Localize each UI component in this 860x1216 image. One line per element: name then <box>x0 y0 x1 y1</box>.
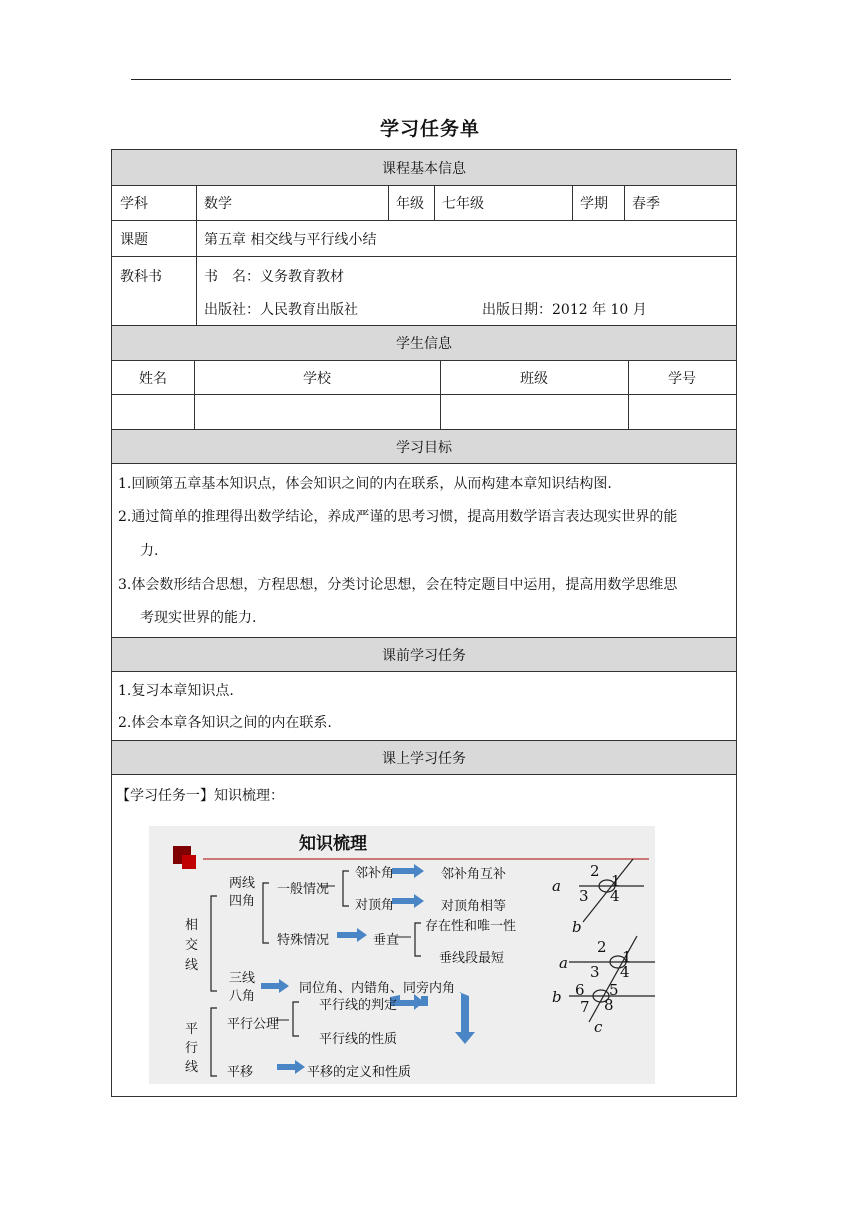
section-student-info: 学生信息 <box>112 325 736 360</box>
three-lines-2: 八角 <box>229 989 256 1004</box>
goal-2-cont: 力. <box>140 543 159 559</box>
student-input-row <box>112 394 736 429</box>
fig1-n4: 4 <box>610 887 620 905</box>
task-1-heading: 【学习任务一】知识梳理： <box>116 788 284 804</box>
page-title: 学习任务单 <box>379 118 480 140</box>
translation: 平移 <box>227 1065 254 1080</box>
vertical-angle: 对顶角 <box>355 898 395 913</box>
adjacent-result: 邻补角互补 <box>441 867 507 882</box>
pre-task-2: 2.体会本章各知识之间的内在联系. <box>118 715 332 731</box>
book-name: 书 名：义务教育教材 <box>204 269 344 285</box>
parallel-char-2: 行 <box>185 1041 199 1056</box>
fig1-n1: 1 <box>611 872 621 890</box>
knowledge-map-image <box>149 826 655 1084</box>
course-row <box>112 185 736 220</box>
two-lines-2: 四角 <box>229 894 256 909</box>
col-class: 班级 <box>520 370 548 387</box>
header-rule <box>131 79 731 80</box>
section-class-tasks: 课上学习任务 <box>112 740 736 774</box>
fig2-n3: 3 <box>590 963 600 981</box>
section-basic-info: 课程基本信息 <box>112 150 736 185</box>
two-lines-1: 两线 <box>229 876 256 891</box>
fig2-n8: 8 <box>604 996 614 1014</box>
term-value: 春季 <box>632 196 660 212</box>
subject-label: 学科 <box>120 196 148 212</box>
adjacent-angle: 邻补角 <box>355 866 395 881</box>
grade-label: 年级 <box>396 196 424 212</box>
fig1-n2: 2 <box>590 862 600 880</box>
subject-value: 数学 <box>204 196 232 212</box>
student-header-row <box>112 360 736 394</box>
fig2-label-b: b <box>552 988 562 1006</box>
general-case: 一般情况 <box>277 882 330 897</box>
pre-task-1: 1.复习本章知识点. <box>118 683 234 699</box>
fig2-n6: 6 <box>575 981 585 999</box>
grade-value: 七年级 <box>442 196 484 212</box>
vertical-result: 对顶角相等 <box>441 899 507 914</box>
col-name: 姓名 <box>139 370 167 387</box>
task-sheet-table <box>111 149 737 1097</box>
fig2-label-c: c <box>594 1018 603 1036</box>
parallel-axiom: 平行公理 <box>227 1017 280 1032</box>
col-school: 学校 <box>303 370 331 387</box>
parallel-char-3: 线 <box>185 1060 199 1075</box>
fig2-n5: 5 <box>609 981 619 999</box>
perpendicular: 垂直 <box>373 933 400 948</box>
class-field[interactable] <box>440 395 628 429</box>
fig2-n2: 2 <box>597 938 607 956</box>
topic-row <box>112 220 736 256</box>
goal-3-cont: 考现实世界的能力. <box>140 610 257 626</box>
section-goals: 学习目标 <box>112 429 736 463</box>
special-case: 特殊情况 <box>277 933 330 948</box>
topic-label: 课题 <box>120 231 148 248</box>
diagram-title: 知识梳理 <box>299 834 367 854</box>
three-lines-1: 三线 <box>229 971 256 986</box>
deco-square-light <box>182 855 196 869</box>
col-student-id: 学号 <box>668 370 696 387</box>
fig2-label-a: a <box>559 954 568 972</box>
perp-result-2: 垂线段最短 <box>439 951 505 966</box>
fig1-label-b: b <box>572 918 582 936</box>
fig2-n4: 4 <box>620 963 630 981</box>
publisher: 出版社：人民教育出版社 <box>204 302 358 318</box>
goal-1: 1.回顾第五章基本知识点，体会知识之间的内在联系，从而构建本章知识结构图. <box>118 476 612 492</box>
fig2-n1: 1 <box>622 948 632 966</box>
fig2-n7: 7 <box>580 998 590 1016</box>
angle-types: 同位角、内错角、同旁内角 <box>299 981 456 996</box>
topic-value: 第五章 相交线与平行线小结 <box>204 231 377 248</box>
name-field[interactable] <box>112 395 194 429</box>
goals-content <box>112 463 736 637</box>
intersect-char-3: 线 <box>185 958 199 973</box>
section-pre-tasks: 课前学习任务 <box>112 637 736 671</box>
parallel-judge: 平行线的判定 <box>319 998 398 1013</box>
pre-tasks-content <box>112 671 736 740</box>
publish-date: 出版日期：2012 年 10 月 <box>482 302 647 318</box>
textbook-row <box>112 256 736 325</box>
goal-2: 2.通过简单的推理得出数学结论，养成严谨的思考习惯，提高用数学语言表达现实世界的能 <box>118 509 678 525</box>
term-label: 学期 <box>580 196 608 212</box>
parallel-char-1: 平 <box>185 1022 199 1037</box>
translation-result: 平移的定义和性质 <box>307 1065 412 1080</box>
student-id-field[interactable] <box>628 395 736 429</box>
perp-result-1: 存在性和唯一性 <box>425 919 517 934</box>
fig1-n3: 3 <box>579 887 589 905</box>
textbook-label: 教科书 <box>120 269 162 285</box>
intersect-char-1: 相 <box>185 918 199 933</box>
knowledge-map-lines <box>149 826 655 1084</box>
fig1-label-a: a <box>552 877 561 895</box>
intersect-char-2: 交 <box>185 938 199 953</box>
school-field[interactable] <box>194 395 440 429</box>
parallel-property: 平行线的性质 <box>319 1032 398 1047</box>
goal-3: 3.体会数形结合思想，方程思想，分类讨论思想，会在特定题目中运用，提高用数学思维思 <box>118 577 678 593</box>
